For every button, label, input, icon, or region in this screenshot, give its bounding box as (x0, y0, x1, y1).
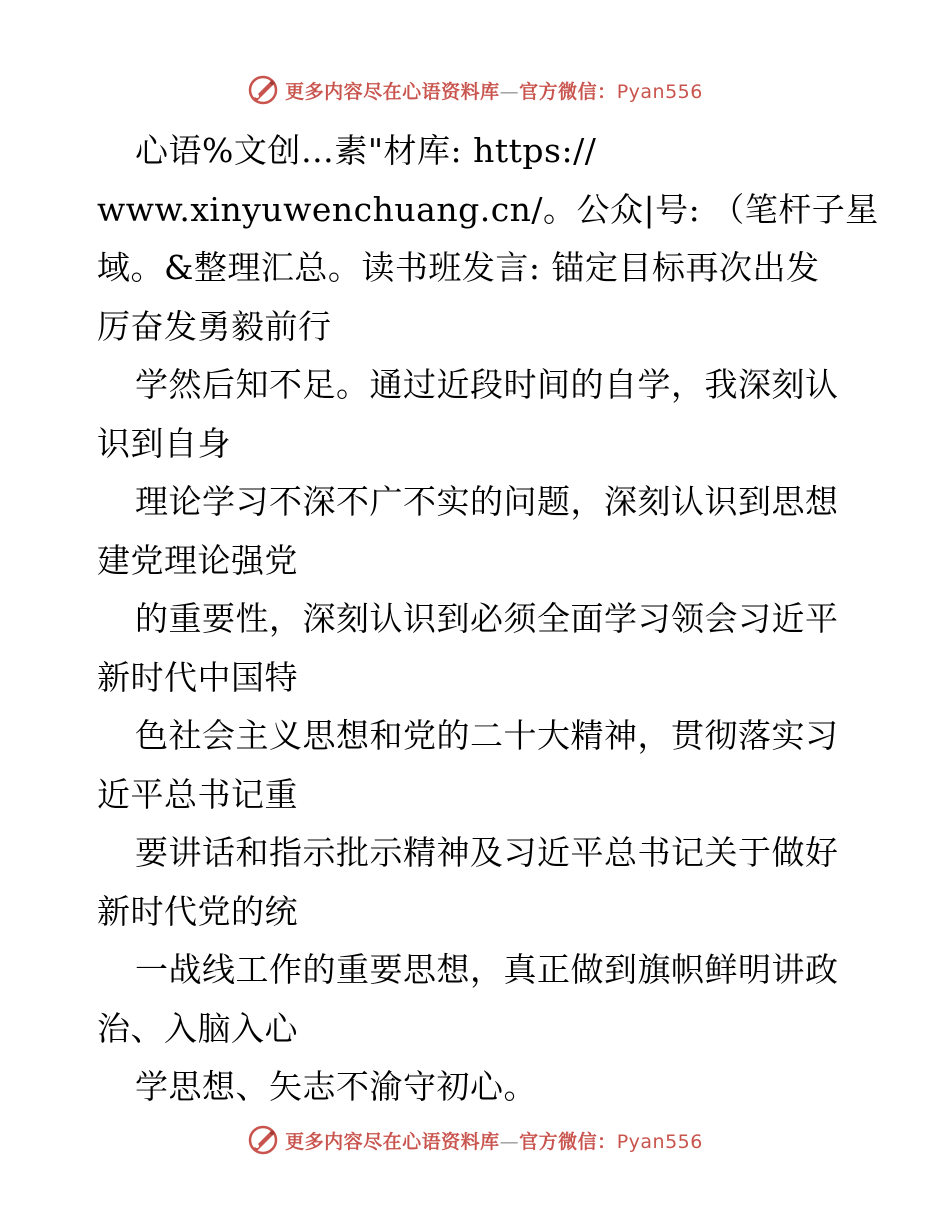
body-line: 理论学习不深不广不实的问题，深刻认识到思想 (135, 482, 839, 521)
banner-main-text: 更多内容尽在心语资料库 (285, 80, 500, 103)
body-line: 识到自身 (97, 423, 231, 463)
body-line: 学然后知不足。通过近段时间的自学，我深刻认 (135, 365, 839, 404)
body-line: 一战线工作的重要思想，真正做到旗帜鲜明讲政 (135, 950, 839, 989)
pen-logo-icon (247, 1124, 279, 1156)
header-banner (0, 70, 950, 110)
header-banner-text (285, 77, 703, 104)
banner-tail-text: 官方微信： (519, 80, 617, 103)
body-line: 新时代党的统 (97, 891, 298, 931)
body-line: 治、入脑入心 (97, 1008, 298, 1048)
body-line: 建党理论强党 (97, 540, 298, 580)
body-line: 新时代中国特 (97, 657, 298, 697)
body-line: 色社会主义思想和党的二十大精神，贯彻落实习 (135, 716, 839, 755)
footer-banner (0, 1120, 950, 1160)
banner-handle: Pyan556 (616, 1130, 703, 1153)
footer-banner-text (285, 1127, 703, 1154)
banner-dash: — (499, 1130, 520, 1153)
banner-handle: Pyan556 (616, 80, 703, 103)
body-line: 心语%文创…素"材库: https:// (135, 131, 597, 170)
pen-logo-icon (247, 74, 279, 106)
document-body (97, 122, 879, 1117)
body-line: 要讲话和指示批示精神及习近平总书记关于做好 (135, 833, 839, 872)
body-line: 学思想、矢志不渝守初心。 (135, 1067, 537, 1106)
body-line: 的重要性，深刻认识到必须全面学习领会习近平 (135, 599, 839, 638)
banner-main-text: 更多内容尽在心语资料库 (285, 1130, 500, 1153)
body-line: 近平总书记重 (97, 774, 298, 814)
banner-dash: — (499, 80, 520, 103)
banner-tail-text: 官方微信： (519, 1130, 617, 1153)
body-line: www.xinyuwenchuang.cn/。公众|号: （笔杆子星 (97, 189, 879, 229)
body-line: 厉奋发勇毅前行 (97, 306, 332, 346)
body-line: 域。&整理汇总。读书班发言: 锚定目标再次出发 (97, 248, 820, 287)
